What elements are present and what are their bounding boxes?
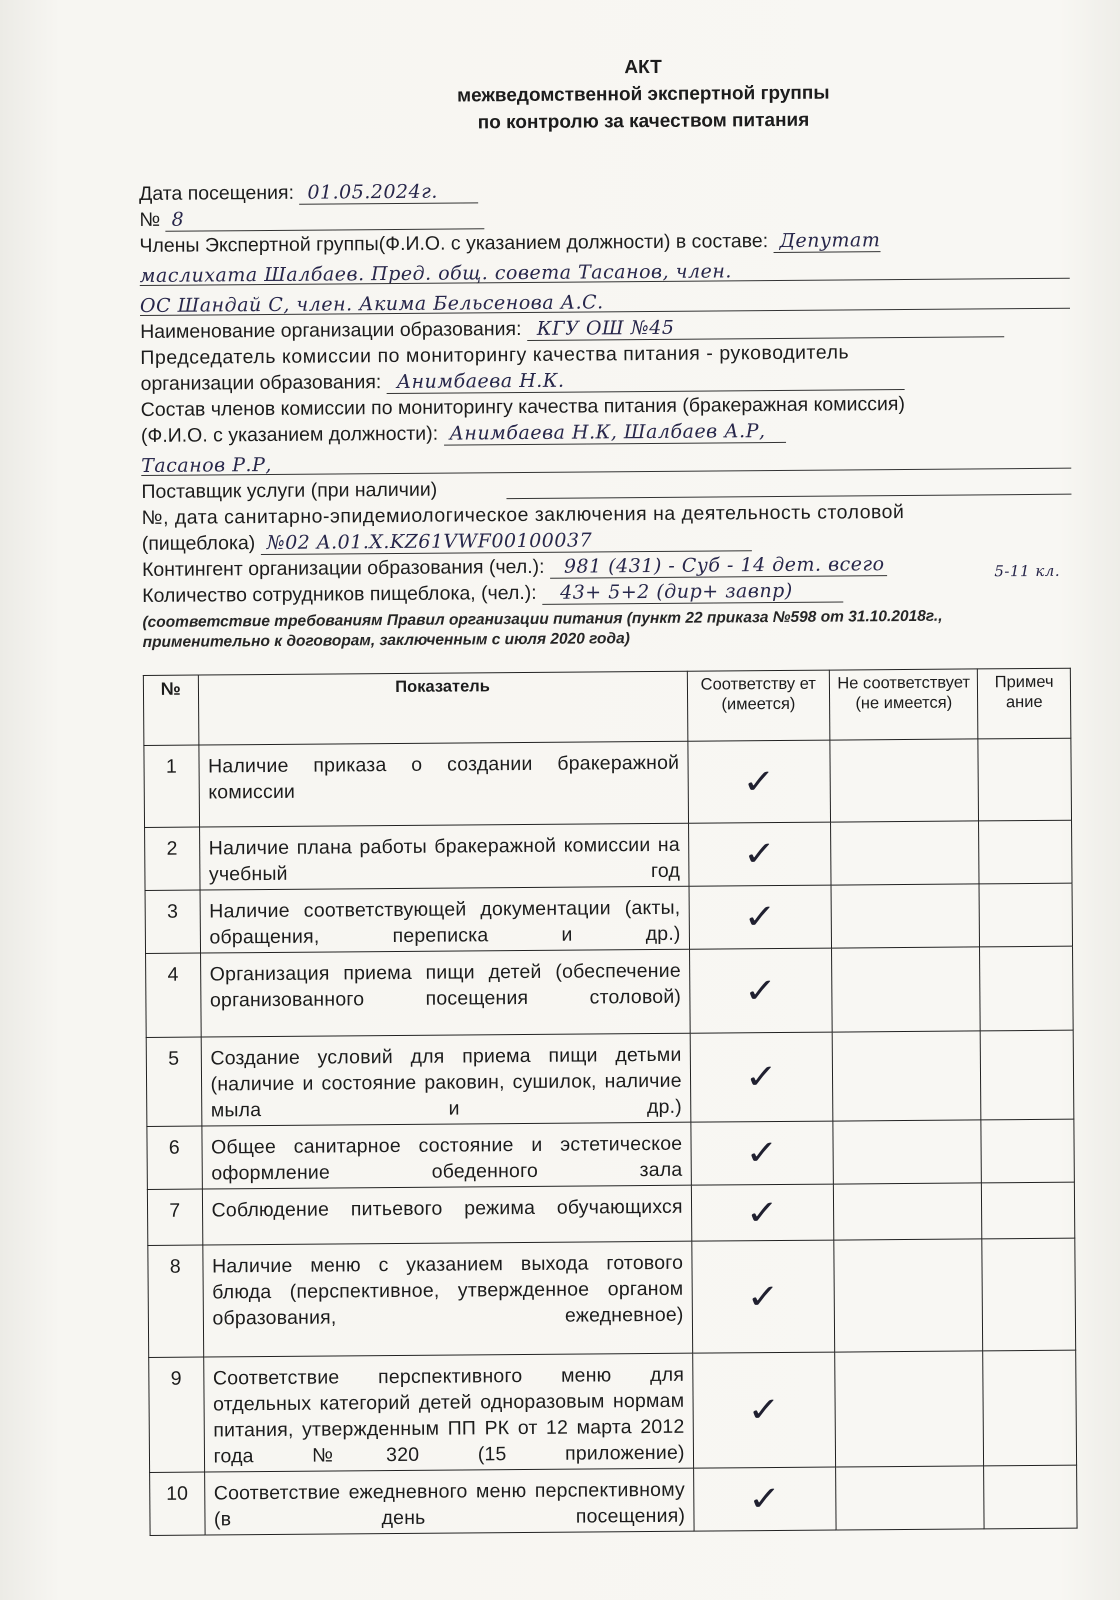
- row-complies-cell: [688, 822, 831, 886]
- document-header: [138, 51, 1079, 139]
- row-note-cell: [982, 1238, 1075, 1351]
- row-note-cell: [978, 738, 1071, 821]
- staff-value: 43+ 5+2 (дир+ завпр): [542, 579, 843, 604]
- row-indicator: Наличие меню с указанием выхода готового блюда (перспективное, утвержденное органом образования, ежедневное): [202, 1241, 692, 1357]
- sanitary-value: №02 A.01.X.KZ61VWF00100037: [261, 528, 753, 555]
- row-not-complies-cell: [831, 821, 980, 885]
- row-indicator: Соблюдение питьевого режима обучающихся: [202, 1185, 692, 1245]
- checkmark-icon: ✓: [746, 1276, 780, 1317]
- header-indicator: Показатель: [198, 671, 688, 745]
- members-value-3: ОС Шандай С, член. Акима Бельсенова А.С.: [139, 291, 604, 317]
- row-number: 1: [144, 745, 199, 827]
- commission-value-1: Анимбаева Н.К, Шалбаев А.Р,: [443, 420, 785, 446]
- visit-date-label: Дата посещения:: [138, 181, 295, 205]
- checkmark-icon: ✓: [745, 1133, 779, 1174]
- row-indicator: Соответствие ежедневного меню перспективному (в день посещения): [204, 1468, 694, 1535]
- row-indicator: Наличие плана работы бракеражной комиссии на учебный год: [199, 823, 689, 890]
- table-row: [147, 1119, 1074, 1189]
- regulation-note-2: применительно к договорам, заключенным с июля 2020 года): [142, 630, 630, 651]
- row-number: 4: [146, 953, 201, 1037]
- row-number: 9: [149, 1357, 204, 1472]
- header-complies: Соответству ет (имеется): [687, 670, 830, 741]
- act-document: [138, 51, 1090, 1536]
- row-not-complies-cell: [834, 1239, 983, 1352]
- row-not-complies-cell: [835, 1351, 984, 1467]
- row-note-cell: [979, 883, 1072, 947]
- header-note: Примеч ание: [978, 668, 1071, 739]
- table-row: [149, 1350, 1077, 1472]
- checkmark-icon: ✓: [743, 897, 777, 938]
- members-value-2: маслихата Шалбаев. Пред. общ. совета Тасанов, член.: [139, 260, 732, 287]
- row-number: 3: [145, 890, 200, 953]
- row-note-cell: [980, 946, 1073, 1031]
- row-indicator: Наличие приказа о создании бракеражной комиссии: [198, 741, 688, 827]
- row-note-cell: [982, 1182, 1075, 1239]
- document-subtitle-2: по контролю за качеством питания: [477, 109, 810, 134]
- row-indicator: Общее санитарное состояние и эстетическое оформление обеденного зала: [201, 1122, 691, 1189]
- contingent-value-2: 5-11 кл.: [994, 561, 1061, 581]
- row-number: 6: [147, 1126, 202, 1189]
- row-complies-cell: [693, 1467, 836, 1531]
- row-number: 2: [145, 827, 200, 890]
- checklist-table: [143, 668, 1078, 1536]
- row-complies-cell: [691, 1184, 834, 1241]
- row-not-complies-cell: [833, 1120, 982, 1184]
- row-not-complies-cell: [832, 947, 981, 1032]
- number-label: №: [139, 208, 161, 231]
- table-header-row: [143, 668, 1071, 745]
- chair-label-2: организации образования:: [140, 371, 382, 395]
- regulation-note-1: (соответствие требованиям Правил организации питания (пункт 22 приказа №598 от 31.10.2018г.,: [142, 607, 943, 631]
- contingent-value: 981 (431) - Суб - 14 дет. всего: [550, 553, 887, 579]
- document-subtitle-1: межведомственной экспертной группы: [456, 82, 830, 107]
- checkmark-icon: ✓: [744, 970, 778, 1011]
- row-not-complies-cell: [832, 1031, 981, 1121]
- members-row-2: [140, 256, 1080, 289]
- table-row: [148, 1238, 1076, 1357]
- table-row: [150, 1465, 1077, 1535]
- regulation-note: [142, 606, 1082, 653]
- checkmark-icon: ✓: [744, 1057, 778, 1098]
- row-complies-cell: [691, 1240, 834, 1353]
- table-row: [144, 738, 1072, 827]
- members-label: Члены Экспертной группы(Ф.И.О. с указанием должности) в составе:: [139, 230, 769, 257]
- row-indicator: Соответствие перспективного меню для отдельных категорий детей одноразовым нормам питания, утвержденным ПП РК от 12 марта 2012 года №320 (15 приложение): [203, 1353, 693, 1472]
- checkmark-icon: ✓: [742, 761, 776, 802]
- checkmark-icon: ✓: [747, 1389, 781, 1431]
- table-row: [147, 1182, 1074, 1245]
- row-number: 10: [150, 1472, 205, 1535]
- org-name-label: Наименование организации образования:: [140, 317, 522, 343]
- chair-label-1: Председатель комиссии по мониторингу качества питания - руководитель: [140, 341, 850, 369]
- staff-label: Количество сотрудников пищеблока, (чел.):: [142, 581, 537, 607]
- row-number: 5: [146, 1037, 201, 1126]
- chair-value: Анимбаева Н.К.: [387, 367, 905, 394]
- commission-value-2: Тасанов Р.Р,: [141, 453, 272, 477]
- commission-label-1: Состав членов комиссии по мониторингу качества питания (бракеражная комиссия): [140, 392, 906, 421]
- table-row: [146, 946, 1074, 1037]
- header-number: №: [143, 675, 198, 745]
- checkmark-icon: ✓: [748, 1478, 782, 1520]
- row-note-cell: [983, 1350, 1076, 1466]
- org-name-value: КГУ ОШ №45: [527, 314, 1005, 341]
- table-row: [145, 820, 1072, 890]
- row-note-cell: [981, 1030, 1074, 1120]
- row-indicator: Организация приема пищи детей (обеспечение организованного посещения столовой): [200, 949, 690, 1037]
- row-complies-cell: [688, 740, 831, 823]
- document-title: АКТ: [624, 56, 662, 79]
- row-note-cell: [979, 820, 1072, 884]
- row-indicator: Наличие соответствующей документации (акты, обращения, переписка и др.): [200, 886, 690, 953]
- row-not-complies-cell: [836, 1466, 985, 1530]
- row-number: 8: [148, 1245, 203, 1357]
- visit-date-value: 01.05.2024г.: [299, 180, 478, 204]
- row-not-complies-cell: [833, 1183, 982, 1240]
- commission-label-2: (Ф.И.О. с указанием должности):: [140, 422, 439, 447]
- row-indicator: Создание условий для приема пищи детьми (наличие и состояние раковин, сушилок, наличие мыла и др.): [201, 1033, 691, 1126]
- row-complies-cell: [689, 885, 832, 949]
- checkmark-icon: ✓: [745, 1192, 779, 1233]
- header-not-complies: Не соответствует (не имеется): [829, 669, 978, 740]
- supplier-label: Поставщик услуги (при наличии): [141, 478, 438, 503]
- row-complies-cell: [689, 948, 832, 1033]
- row-not-complies-cell: [831, 884, 980, 948]
- table-row: [146, 1030, 1074, 1126]
- row-complies-cell: [692, 1352, 835, 1468]
- checkmark-icon: ✓: [743, 834, 777, 875]
- table-row: [145, 883, 1072, 953]
- row-not-complies-cell: [830, 739, 979, 822]
- row-number: 7: [147, 1189, 202, 1245]
- row-note-cell: [981, 1119, 1074, 1183]
- row-complies-cell: [691, 1121, 834, 1185]
- sanitary-label-2: (пищеблока): [141, 532, 256, 555]
- row-note-cell: [984, 1465, 1077, 1529]
- sanitary-label-1: №, дата санитарно-эпидемиологическое заключения на деятельность столовой: [141, 500, 905, 529]
- number-value: 8: [166, 206, 485, 232]
- members-value-1: Депутат: [773, 229, 880, 253]
- contingent-label: Контингент организации образования (чел.):: [141, 555, 545, 581]
- row-complies-cell: [690, 1032, 833, 1122]
